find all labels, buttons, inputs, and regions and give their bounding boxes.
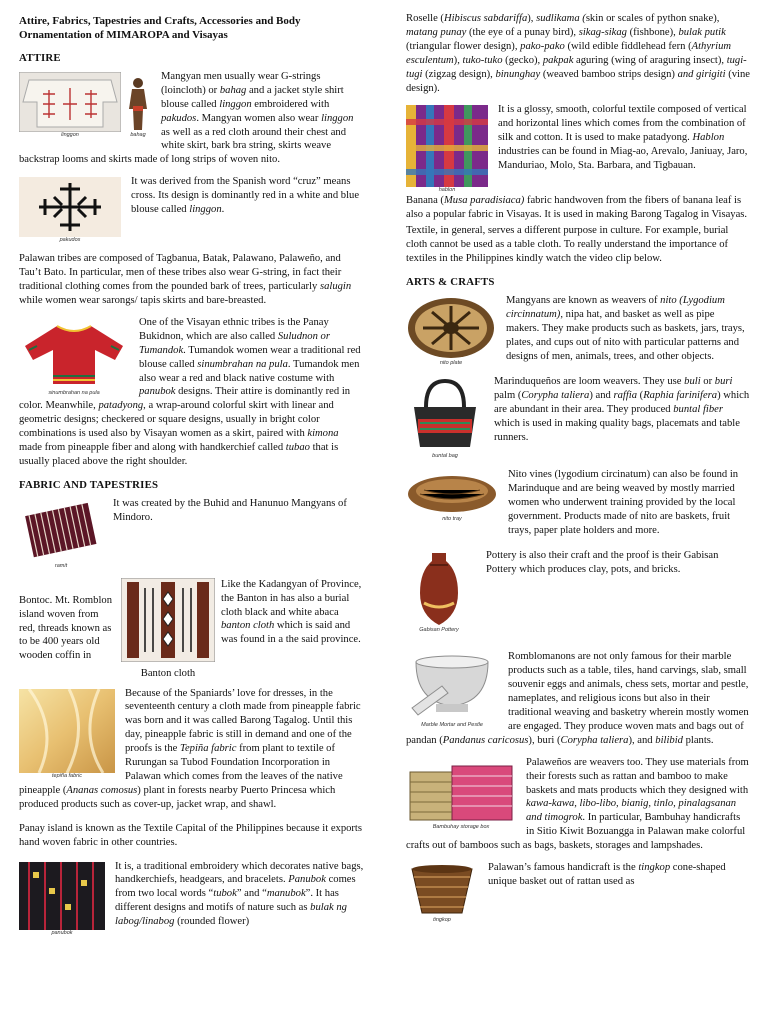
nito-tray-caption: nito tray (442, 515, 462, 522)
gabisan-figure (416, 551, 462, 634)
fabric-paragraph-1: It was created by the Buhid and Hanunuo Mangyans of Mindoro. (113, 497, 347, 523)
ramit-caption: ramit (54, 562, 68, 569)
textile-purpose-paragraph: Textile, in general, serves a different purpose in culture. For example, burial cloth cannot be used as a table cloth. To really understand the importance of textiles in the Philippines kindly watch the video clip below. (406, 225, 729, 265)
tingkop-image (406, 863, 478, 917)
mortar-figure (406, 652, 498, 729)
marble-mortar-image (406, 652, 498, 722)
banton-figure (121, 578, 215, 681)
section-heading-fabric: FABRIC AND TAPESTRIES (19, 478, 159, 491)
arts-paragraph-6: Palaweños are weavers too. They use materials from their forests such as rattan and bamboo to make baskets and mats products which they designed with kawa-kawa, libo-libo, bianig, tinlo, pinalagsanan and timogrok. In particular, Bambuhay handicrafts in Sitio Kiwit Bozuangga in Palawan make colorful crafts out of bamboos such as bags, baskets, storages and lampshades. (406, 756, 749, 852)
nito-plate-caption: nito plate (439, 359, 463, 366)
buntal-caption: buntal bag (432, 452, 458, 459)
ramit-figure (19, 499, 103, 570)
nito-tray-figure (406, 470, 498, 523)
arts-paragraph-1: Mangyans are known as weavers of nito (Lygodium circinnatum), nipa hat, and basket as well as pipe makers. They make products such as baskets, jars, trays, plates, and cups out of nito with particular patterns and designs of men, animals, trees, and other objects. (506, 294, 745, 362)
sinumbrahan-image (19, 318, 129, 390)
fabric-paragraph-2-right: Like the Kadangyan of Province, the Banton in has also a burial cloth black and white abaca banton cloth which is said and was found in a the said province. (221, 578, 362, 646)
document-title: Attire, Fabrics, Tapestries and Crafts, Accessories and Body Ornamentation of MIMAROPA and Visayas (19, 15, 301, 41)
pakudos-image (19, 177, 121, 237)
fabric-paragraph-5: It is, a traditional embroidery which decorates native bags, handkerchiefs, headgears, and bracelets. Panubok comes from two local words “tubok” and “manubok”. It has different designs and motifs of nature such as bulak ng labog/linabog (rounded flower) (115, 860, 364, 928)
bambuhay-figure (406, 758, 516, 831)
bahag-caption: bahag (130, 131, 146, 138)
tingkop-caption: tingkop (433, 917, 451, 924)
attire-paragraph-2: It was derived from the Spanish word “cruz” means cross. Its design is dominantly red in a white and blue blouse called linggon. (131, 176, 360, 216)
hablon-paragraph: It is a glossy, smooth, colorful textile composed of vertical and horizontal lines which comes from the combination of silk and cotton. It is used to make patadyong. Hablon industries can be found in Miag-ao, Arevalo, Janiuay, Jaro, Manduriao, Molo, Sta. Barbara, and Tigbauan. (498, 104, 748, 172)
section-heading-attire: ATTIRE (19, 52, 61, 64)
arts-paragraph-7: Palawan’s famous handicraft is the tingkop cone-shaped unique basket out of rattan used as (488, 862, 726, 887)
right-column (406, 12, 750, 932)
buntal-figure (406, 377, 484, 460)
arts-paragraph-2: Marinduqueños are loom weavers. They use buli or buri palm (Corypha taliera) and raffia (Raphia farinifera) which are abundant in their area. They produced buntal fiber which is used in making quality bags, placemats and table runners. (494, 375, 750, 443)
pakudos-caption: pakudos (59, 237, 81, 244)
sinumbrahan-figure (19, 318, 129, 397)
banana-fabric-paragraph: Banana (Musa paradisiaca) fabric handwoven from the fibers of banana leaf is also a popular fabric in Visayas. It is used in making Barong Tagalog in Visayas. (406, 195, 748, 221)
panubok-caption: panubok (51, 929, 73, 936)
arts-paragraph-3: Nito vines (lygodium circinatum) can also be found in Marinduque and are being weaved by mostly married women who underwent training provided by the local government. Products made of nito are baskets, fruit trays, paper plate holders and more. (508, 468, 739, 536)
panubok-motifs-paragraph: Roselle (Hibiscus sabdariffa), sudlikama (skin or scales of python snake), matang punay (the eye of a punay bird), sikag-sikag (fishbone), bulak putik (triangular flower design), pako-pako (wild edible fiddlehead fern (Athyrium esculentum), tuko-tuko (gecko), pakpak aguring (wing of araguring insect), tugi-tugi (zigzag design), binunghay (weaved bamboo strips design) and girigiti (vine design). (406, 13, 750, 94)
attire-paragraph-3: Palawan tribes are composed of Tagbanua, Batak, Palawano, Palaweño, and Tau’t Bato. In particular, men of these tribes also wear G-string, in fact their traditional clothing comes from the pounded bark of trees, particularly salugin while women wear sarongs/ tapis skirts and bare-breasted. (19, 253, 352, 306)
linggon-caption: linggon (61, 131, 79, 138)
buntal-bag-image (406, 377, 484, 453)
tepina-image (19, 689, 115, 773)
banton-image (121, 578, 215, 662)
gabisan-caption: Gabisan Pottery (419, 627, 459, 634)
sinumbrahan-caption: sinumbrahan na pula (48, 389, 100, 396)
arts-paragraph-5: Romblomanons are not only famous for their marble products such as a table, tiles, hand carvings, slab, small souvenir eggs and animals, chess sets, mortar and pestle, nameplates, and religious icons but also in their traditional weaving and basketry wherein mostly women are engaged. They produce woven mats and bags out of pandan (Pandanus caricosus), buri (Corypha taliera), and bilibid plants. (406, 651, 749, 746)
hablon-caption: hablon (438, 187, 456, 194)
linggon-bahag-figure (19, 72, 151, 139)
nito-tray-image (406, 470, 498, 516)
linggon-image (19, 72, 121, 132)
fabric-paragraph-2-left: Bontoc. Mt. Romblon island woven from red, threads known as to be 400 years old wooden coffin in (19, 594, 112, 662)
left-column (19, 12, 364, 945)
tepina-caption: tepiña fabric (52, 772, 82, 779)
nito-plate-image (406, 296, 496, 360)
hablon-figure (406, 105, 488, 194)
mortar-caption: Marble Mortar and Pestle (421, 722, 483, 729)
panubok-figure (19, 862, 105, 937)
ramit-image (19, 499, 103, 563)
bahag-image (125, 76, 151, 132)
nito-plate-figure (406, 296, 496, 367)
section-heading-arts: ARTS & CRAFTS (406, 275, 495, 288)
attire-paragraph-1: Mangyan men usually wear G-strings (loincloth) or bahag and a jacket style shirt blouse called linggon embroidered with pakudos. Mangyan women also wear linggon as well as a red cloth around their chest and white skirt, bark bra string, skirts weave backstrap looms and skirts made of long strips of woven nito. (19, 70, 354, 166)
fabric-paragraph-3: Because of the Spaniards’ love for dresses, in the seventeenth century a cloth made from pineapple fabric was born and it was called Barong Tagalog. Until this day, pineapple fabric is still in demand and one of the proofs is the Tepiña fabric from plant to textile of Rurungan sa Tubod Foundation Incorporation in Palawan which comes from the leaves of the native pineapple (Ananas comosus) plant in forests nearby Puerto Princesa which produced products such as cover-up, jacket wrap, and shawl. (19, 687, 361, 810)
hablon-image (406, 105, 488, 187)
pakudos-figure (19, 177, 121, 244)
arts-paragraph-4: Pottery is also their craft and the proof is their Gabisan Pottery which produces clay, pots, and bricks. (486, 550, 719, 576)
bambuhay-caption: Bambuhay storage box (432, 823, 490, 830)
panubok-image (19, 862, 105, 930)
bambuhay-box-image (406, 758, 516, 824)
banton-caption: Banton cloth (140, 667, 196, 679)
attire-paragraph-4: One of the Visayan ethnic tribes is the Panay Bukidnon, which are also called Suludnon or Tumandok. Tumandok women wear a traditional red blouse called sinumbrahan na pula. Tumandok men also wear a red and black native costume with panubok designs. Their attire is dominantly red in color. Meanwhile, patadyong, a wrap-around colorful skirt with linear and geometric designs; checkered or square designs, usually in bright color combinations is used also by Visayan women as a skirt, paired with kimona made from pineapple fiber and along with handkerchief called tubao that is usually placed above the right shoulder. (19, 316, 361, 467)
gabisan-pottery-image (416, 551, 462, 627)
tepina-figure (19, 689, 115, 780)
fabric-paragraph-4: Panay island is known as the Textile Capital of the Philippines because it exports hand woven fabric in other countries. (19, 822, 363, 848)
tingkop-figure (406, 863, 478, 924)
